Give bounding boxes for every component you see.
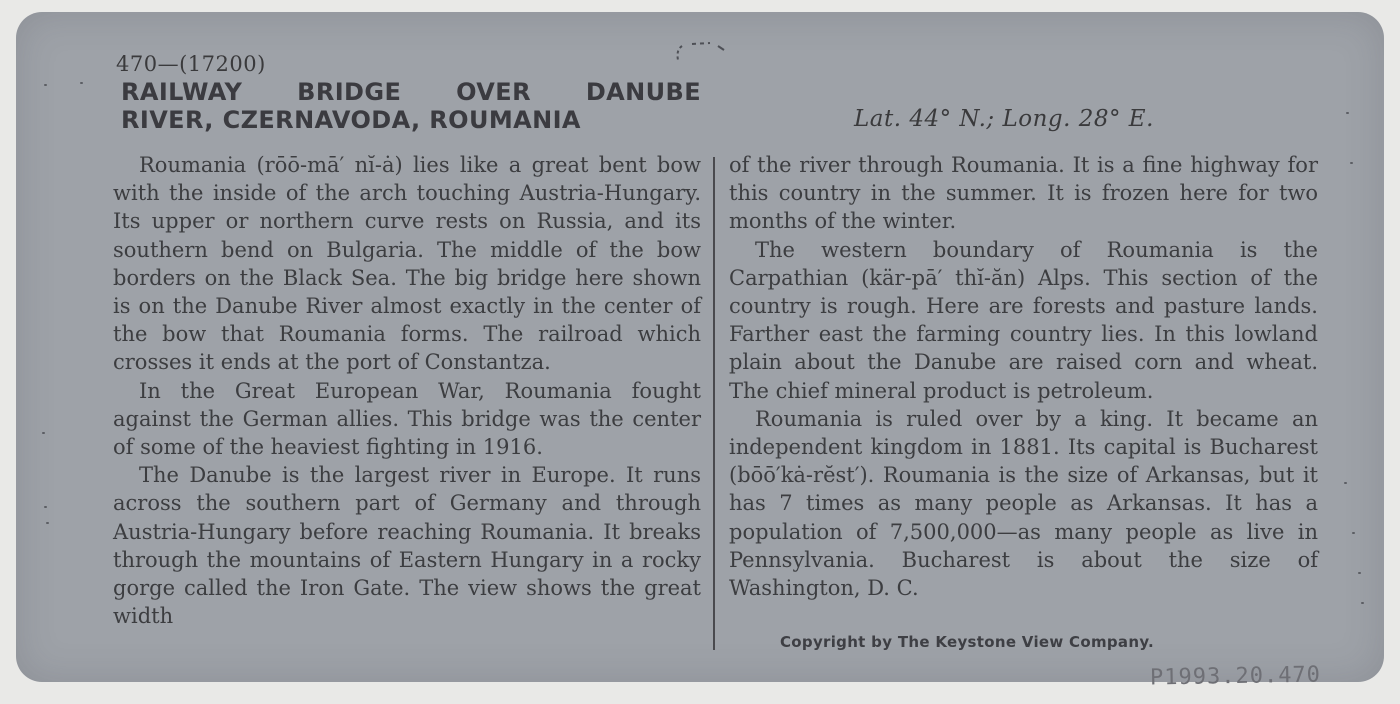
paragraph: In the Great European War, Roumania fought against the German allies. This bridge was the center of some of the heaviest fighting in 1916. bbox=[113, 378, 701, 460]
right-text-column bbox=[729, 151, 1318, 602]
paragraph: Roumania is ruled over by a king. It became an independent kingdom in 1881. Its capital is Bucharest (bōō′kȧ-rĕst′). Roumania is the size of Arkansas, but it has 7 times as many people as Arkansas. It has a population of 7,500,000—as many people as live in Pennsylvania. Bucharest is about the size of Washington, D. C. bbox=[729, 406, 1318, 601]
title-line-1: RAILWAY BRIDGE OVER DANUBE bbox=[121, 78, 701, 106]
paragraph: Roumania (rōō-mā′ nĭ-ȧ) lies like a great bent bow with the inside of the arch touching Austria-Hungary. Its upper or northern curve rests on Russia, and its southern bend on Bulgaria. The middle of the bow borders on the Black Sea. The big bridge here shown is on the Danube River almost exactly in the center of the bow that Roumania forms. The railroad which crosses it ends at the port of Constantza. bbox=[113, 153, 701, 375]
paragraph: The western boundary of Roumania is the Carpathian (kär-pā′ thĭ-ăn) Alps. This section of the country is rough. Here are forests and pasture lands. Farther east the farming country lies. In this lowland plain about the Danube are raised corn and wheat. The chief mineral product is petroleum. bbox=[729, 237, 1318, 403]
ink-mark-icon bbox=[672, 40, 730, 70]
catalog-number: 470—(17200) bbox=[116, 52, 266, 76]
accession-number: P1993.20.470 bbox=[1149, 662, 1322, 691]
column-divider bbox=[713, 157, 715, 650]
stereograph-card-back bbox=[16, 12, 1384, 691]
title-line-2: RIVER, CZERNAVODA, ROUMANIA bbox=[121, 106, 581, 134]
left-text-column bbox=[113, 151, 701, 630]
latitude-longitude: Lat. 44° N.; Long. 28° E. bbox=[854, 106, 1154, 132]
paragraph-continued: of the river through Roumania. It is a fine highway for this country in the summer. It is frozen here for two months of the winter. bbox=[729, 153, 1318, 234]
copyright-notice: Copyright by The Keystone View Company. bbox=[780, 633, 1155, 651]
paragraph: The Danube is the largest river in Europe. It runs across the southern part of Germany and through Austria-Hungary before reaching Roumania. It breaks through the mountains of Eastern Hungary in a rocky gorge called the Iron Gate. The view shows the great width bbox=[113, 463, 701, 629]
card-title bbox=[121, 78, 701, 134]
